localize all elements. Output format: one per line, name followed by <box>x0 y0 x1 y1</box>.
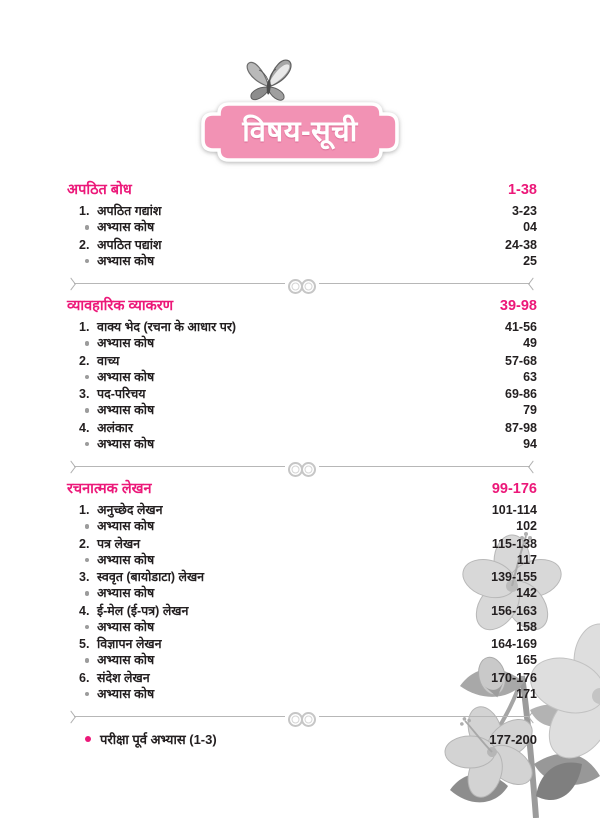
toc-item-label: विज्ञापन लेखन <box>97 637 162 651</box>
toc-chapter-row <box>67 420 537 437</box>
ring-icon <box>301 462 316 477</box>
pre-exam-practice-label: परीक्षा पूर्व अभ्यास (1-3) <box>100 732 217 747</box>
toc-practice-row <box>67 437 537 452</box>
toc-item-label: पद-परिचय <box>97 387 146 401</box>
toc-item-label: अभ्यास कोष <box>97 220 155 234</box>
divider-arrow-icon <box>66 277 76 290</box>
toc-item-pages: 41-56 <box>505 320 537 334</box>
toc-practice-row <box>67 519 537 534</box>
toc-item-pages: 04 <box>523 220 537 234</box>
toc-chapter-row <box>67 670 537 687</box>
toc-practice-row <box>67 553 537 568</box>
bullet-icon <box>85 524 90 529</box>
toc-chapter-row <box>67 569 537 586</box>
toc-practice-row <box>67 370 537 385</box>
chapter-number: 3. <box>79 387 90 401</box>
chapter-number: 4. <box>79 603 90 618</box>
toc-item-pages: 156-163 <box>491 603 537 618</box>
divider-line <box>74 716 285 718</box>
toc-item-label: पत्र लेखन <box>97 536 141 551</box>
toc-item-pages: 170-176 <box>491 670 537 685</box>
toc-item-label: वाच्य <box>97 353 120 368</box>
pre-exam-practice-row <box>67 730 537 748</box>
toc-item-label: अनुच्छेद लेखन <box>97 503 163 517</box>
toc-item-pages: 142 <box>516 586 537 600</box>
toc-practice-row <box>67 403 537 418</box>
chapter-number: 2. <box>79 353 90 368</box>
divider-arrow-icon <box>528 710 538 723</box>
divider-arrow-icon <box>66 710 76 723</box>
toc-chapter-row <box>67 237 537 254</box>
toc-chapter-row <box>67 353 537 370</box>
toc-practice-row <box>67 220 537 235</box>
section-divider <box>67 275 537 292</box>
divider-arrow-icon <box>528 460 538 473</box>
toc-item-pages: 165 <box>516 653 537 667</box>
toc-item-label: अभ्यास कोष <box>97 253 155 268</box>
toc-item-label: अभ्यास कोष <box>97 519 155 533</box>
toc-item-pages: 49 <box>523 336 537 350</box>
divider-line <box>319 283 530 285</box>
double-ring-icon <box>288 712 316 727</box>
pink-bullet-icon <box>85 736 91 742</box>
bullet-icon <box>85 259 90 264</box>
double-ring-icon <box>288 279 316 294</box>
bullet-icon <box>85 408 90 413</box>
toc-section-title: अपठित बोध <box>67 182 132 198</box>
toc-chapter-row <box>67 636 537 653</box>
toc-item-pages: 164-169 <box>491 637 537 651</box>
double-ring-icon <box>288 462 316 477</box>
toc-practice-row <box>67 687 537 702</box>
toc-item-label: अभ्यास कोष <box>97 336 155 350</box>
page-title: विषय-सूची <box>242 116 358 148</box>
toc-chapter-row <box>67 319 537 336</box>
toc-section-header <box>67 480 537 498</box>
butterfly-icon <box>241 57 297 107</box>
toc-item-pages: 63 <box>523 369 537 384</box>
toc-item-pages: 94 <box>523 436 537 451</box>
chapter-number: 2. <box>79 237 90 252</box>
divider-line <box>74 283 285 285</box>
bullet-icon <box>85 692 90 697</box>
toc-item-label: अभ्यास कोष <box>97 653 155 667</box>
toc-section-header <box>67 181 537 199</box>
toc-item-pages: 57-68 <box>505 353 537 368</box>
toc-section-pages: 99-176 <box>491 481 537 497</box>
toc-item-label: अभ्यास कोष <box>97 619 155 634</box>
toc-item-pages: 25 <box>523 253 537 268</box>
toc-item-pages: 115-138 <box>491 536 537 551</box>
chapter-number: 6. <box>79 670 90 685</box>
toc-item-label: अभ्यास कोष <box>97 436 155 451</box>
toc-item-label: अपठित पद्यांश <box>97 237 162 252</box>
toc-item-label: वाक्य भेद (रचना के आधार पर) <box>97 320 237 334</box>
divider-arrow-icon <box>528 277 538 290</box>
toc-item-pages: 139-155 <box>491 570 537 584</box>
toc-section <box>67 480 537 701</box>
bullet-icon <box>85 558 90 563</box>
toc-item-label: अभ्यास कोष <box>97 403 155 417</box>
toc-section-header <box>67 297 537 315</box>
bullet-icon <box>85 341 90 346</box>
bullet-icon <box>85 658 90 663</box>
chapter-number: 2. <box>79 536 90 551</box>
toc-item-label: स्ववृत (बायोडाटा) लेखन <box>97 570 205 584</box>
toc-item-pages: 3-23 <box>511 204 537 218</box>
title-badge <box>195 100 405 164</box>
toc-item-pages: 87-98 <box>505 420 537 435</box>
toc-item-label: अभ्यास कोष <box>97 686 155 701</box>
toc-practice-row <box>67 254 537 269</box>
toc-item-label: अपठित गद्यांश <box>97 204 162 218</box>
toc-chapter-row <box>67 536 537 553</box>
toc-chapter-row <box>67 502 537 519</box>
bullet-icon <box>85 625 90 630</box>
toc-item-label: अभ्यास कोष <box>97 369 155 384</box>
toc-chapter-row <box>67 386 537 403</box>
toc-item-pages: 69-86 <box>505 387 537 401</box>
chapter-number: 1. <box>79 204 90 218</box>
toc-practice-row <box>67 653 537 668</box>
toc-section-pages: 39-98 <box>499 298 537 314</box>
section-divider <box>67 458 537 475</box>
chapter-number: 1. <box>79 320 90 334</box>
bullet-icon <box>85 225 90 230</box>
pre-exam-practice-pages: 177-200 <box>489 731 537 747</box>
chapter-number: 4. <box>79 420 90 435</box>
chapter-number: 1. <box>79 503 90 517</box>
divider-arrow-icon <box>66 460 76 473</box>
toc-item-label: संदेश लेखन <box>97 670 150 685</box>
toc-practice-row <box>67 620 537 635</box>
toc-item-pages: 171 <box>516 686 537 701</box>
toc-item-pages: 101-114 <box>491 503 537 517</box>
section-divider <box>67 708 537 725</box>
ring-icon <box>301 279 316 294</box>
toc-section-pages: 1-38 <box>507 182 537 198</box>
bullet-icon <box>85 591 90 596</box>
toc-item-pages: 79 <box>523 403 537 417</box>
toc-item-label: अभ्यास कोष <box>97 586 155 600</box>
toc-section-title: व्यावहारिक व्याकरण <box>67 298 174 314</box>
toc-practice-row <box>67 586 537 601</box>
toc-item-pages: 24-38 <box>505 237 537 252</box>
toc-item-pages: 158 <box>516 619 537 634</box>
toc-item-label: ई-मेल (ई-पत्र) लेखन <box>97 603 189 618</box>
toc-item-label: अलंकार <box>97 420 133 435</box>
divider-line <box>319 466 530 468</box>
toc-section <box>67 181 537 268</box>
divider-line <box>74 466 285 468</box>
bullet-icon <box>85 442 90 447</box>
toc-item-label: अभ्यास कोष <box>97 552 155 567</box>
divider-line <box>319 716 530 718</box>
toc-list <box>67 181 537 748</box>
ring-icon <box>301 712 316 727</box>
chapter-number: 5. <box>79 637 90 651</box>
chapter-number: 3. <box>79 570 90 584</box>
toc-section <box>67 297 537 451</box>
toc-chapter-row <box>67 603 537 620</box>
toc-chapter-row <box>67 203 537 220</box>
toc-item-pages: 117 <box>516 552 537 567</box>
toc-item-pages: 102 <box>516 519 537 533</box>
toc-section-title: रचनात्मक लेखन <box>67 481 152 497</box>
bullet-icon <box>85 375 90 380</box>
toc-practice-row <box>67 336 537 351</box>
